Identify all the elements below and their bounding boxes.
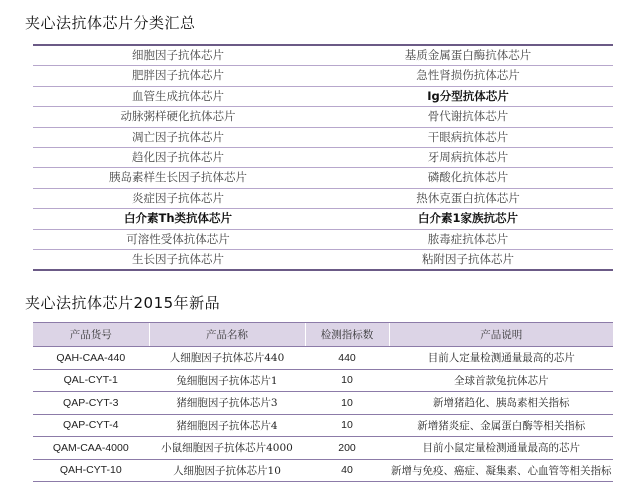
product-description: 新增猪炎症、金属蛋白酶等相关指标 (389, 414, 613, 437)
product-code: QAP-CYT-3 (33, 392, 149, 415)
product-name: 猪细胞因子抗体芯片3 (149, 392, 305, 415)
product-code: QAH-CAA-440 (33, 347, 149, 370)
table-row (33, 459, 613, 482)
table-row (33, 437, 613, 460)
product-name: 小鼠细胞因子抗体芯片4000 (149, 437, 305, 460)
classification-cell-right: 牙周病抗体芯片 (427, 149, 509, 164)
product-description: 目前人定量检测通量最高的芯片 (389, 347, 613, 370)
table-row (33, 347, 613, 370)
indicator-count: 40 (305, 459, 389, 482)
classification-cell-right: 干眼病抗体芯片 (427, 129, 509, 144)
classification-row (33, 209, 613, 229)
classification-row (33, 107, 613, 127)
indicator-count: 10 (305, 392, 389, 415)
indicator-count: 200 (305, 437, 389, 460)
classification-cell-right: 白介素1家族抗芯片 (417, 211, 518, 226)
product-name: 兔细胞因子抗体芯片1 (149, 369, 305, 392)
classification-row (33, 46, 613, 66)
new-products-table (33, 322, 613, 482)
classification-cell-left: 动脉粥样硬化抗体芯片 (120, 109, 236, 124)
classification-title: 夹心法抗体芯片分类汇总 (25, 14, 196, 32)
classification-cell-right: 基质金属蛋白酶抗体芯片 (404, 48, 532, 62)
classification-cell-left: 白介素Th类抗体芯片 (123, 211, 233, 226)
product-description: 全球首款兔抗体芯片 (389, 369, 613, 392)
table-row (33, 392, 613, 415)
product-description: 新增猪趋化、胰岛素相关指标 (389, 392, 613, 415)
classification-cell-left: 凋亡因子抗体芯片 (132, 129, 224, 144)
classification-row (33, 189, 613, 209)
classification-cell-left: 血管生成抗体芯片 (132, 88, 224, 103)
product-name: 人细胞因子抗体芯片10 (149, 459, 305, 482)
classification-row (33, 250, 613, 271)
table-row (33, 414, 613, 437)
classification-cell-right: 骨代谢抗体芯片 (427, 109, 509, 124)
product-name: 人细胞因子抗体芯片440 (149, 347, 305, 370)
classification-cell-left: 可溶性受体抗体芯片 (126, 231, 230, 246)
header-indicator-count: 检测指标数 (305, 323, 389, 347)
classification-cell-left: 肥胖因子抗体芯片 (132, 68, 224, 83)
classification-cell-right: 磷酸化抗体芯片 (427, 170, 509, 185)
classification-cell-right: Ig分型抗体芯片 (427, 88, 509, 103)
product-code: QAM-CAA-4000 (33, 437, 149, 460)
header-product-code: 产品货号 (33, 323, 149, 347)
classification-cell-right: 热休克蛋白抗体芯片 (416, 190, 520, 205)
classification-table (33, 44, 613, 271)
classification-row (33, 148, 613, 168)
header-product-description: 产品说明 (389, 323, 613, 347)
classification-cell-left: 炎症因子抗体芯片 (132, 190, 224, 205)
classification-cell-right: 急性肾损伤抗体芯片 (416, 68, 520, 83)
classification-cell-left: 生长因子抗体芯片 (132, 251, 224, 266)
classification-cell-left: 细胞因子抗体芯片 (132, 48, 224, 62)
table-header-row (33, 323, 613, 347)
classification-row (33, 128, 613, 148)
indicator-count: 440 (305, 347, 389, 370)
indicator-count: 10 (305, 369, 389, 392)
classification-cell-left: 趋化因子抗体芯片 (132, 149, 224, 164)
classification-row (33, 87, 613, 107)
classification-row (33, 230, 613, 250)
product-code: QAP-CYT-4 (33, 414, 149, 437)
classification-row (33, 66, 613, 86)
classification-row (33, 168, 613, 188)
product-description: 新增与免疫、癌症、凝集素、心血管等相关指标 (389, 459, 613, 482)
product-description: 目前小鼠定量检测通量最高的芯片 (389, 437, 613, 460)
product-name: 猪细胞因子抗体芯片4 (149, 414, 305, 437)
indicator-count: 10 (305, 414, 389, 437)
product-code: QAL-CYT-1 (33, 369, 149, 392)
product-code: QAH-CYT-10 (33, 459, 149, 482)
classification-cell-left: 胰岛素样生长因子抗体芯片 (109, 170, 247, 185)
table-row (33, 369, 613, 392)
classification-cell-right: 粘附因子抗体芯片 (422, 251, 514, 266)
header-product-name: 产品名称 (149, 323, 305, 347)
new-products-title: 夹心法抗体芯片2015年新品 (25, 294, 221, 312)
classification-cell-right: 脓毒症抗体芯片 (427, 231, 509, 246)
